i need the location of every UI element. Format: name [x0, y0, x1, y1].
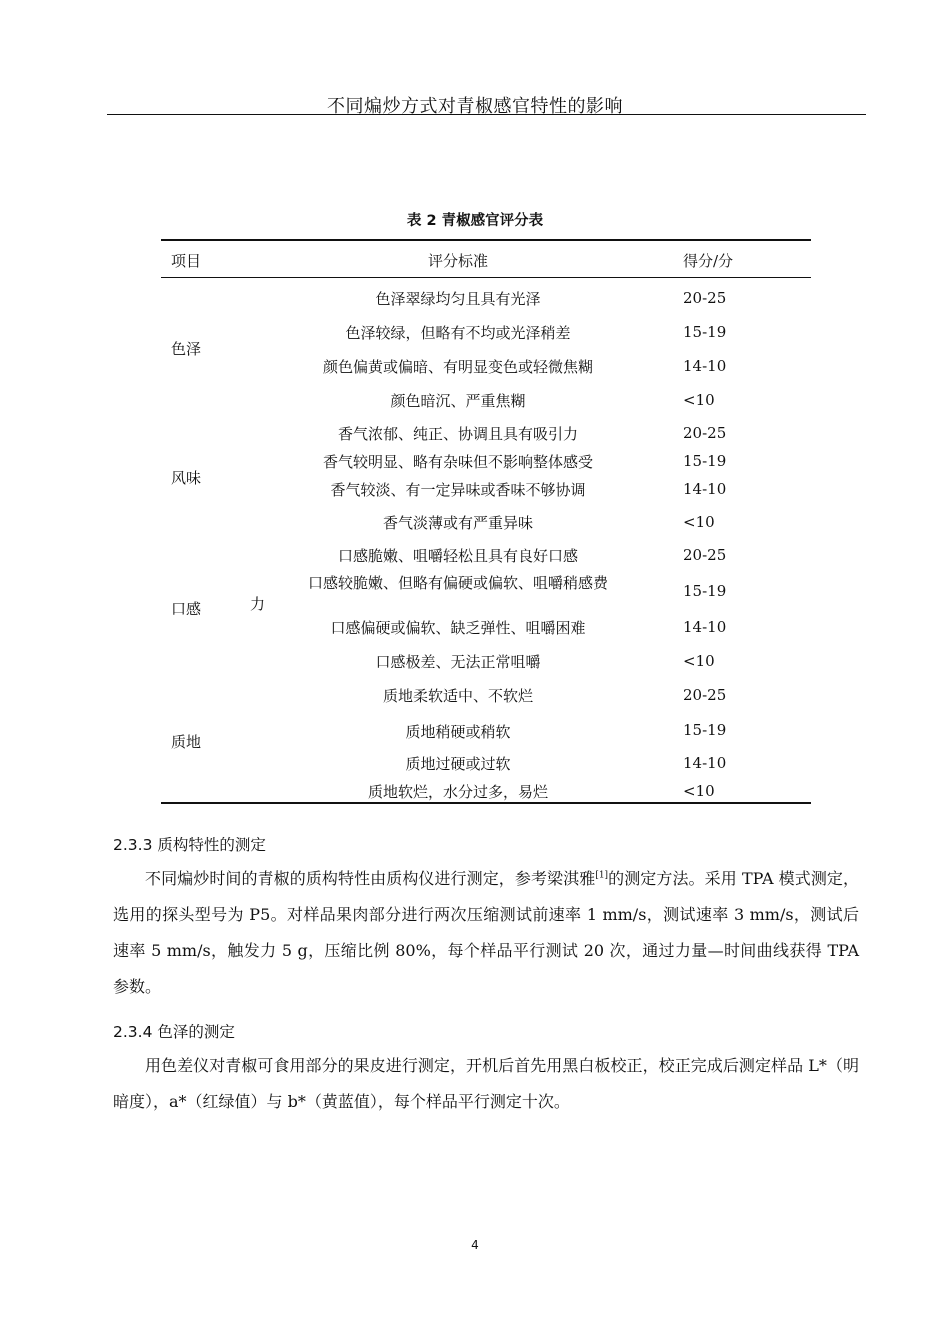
paragraph-text: 的测定方法。采用 TPA 模式测定，选用的探头型号为 P5。对样品果肉部分进行两次压缩测试前速率 1 mm/s，测试速率 3 mm/s，测试后速率 5 mm/s，触发力 5 g，压缩比例 80%，每个样品平行测试 20 次，通过力量—时间曲线获得 TPA 参数。: [113, 869, 859, 996]
table-bottom-rule: [161, 802, 811, 804]
paragraph-text: 不同煸炒时间的青椒的质构特性由质构仪进行测定，参考梁淇雅: [145, 869, 596, 888]
column-header-criterion: 评分标准: [427, 252, 488, 270]
table-cell-score: 14-10: [683, 480, 727, 498]
table-cell-criterion: 香气浓郁、纯正、协调且具有吸引力: [337, 425, 578, 443]
table-caption: 表 2 青椒感官评分表: [406, 213, 544, 229]
table-cell-score: <10: [683, 782, 715, 800]
paragraph: [113, 861, 859, 1005]
table-cell-criterion: 颜色偏黄或偏暗、有明显变色或轻微焦糊: [322, 358, 593, 376]
table-cell-score: <10: [683, 391, 715, 409]
table-cell-criterion: 口感偏硬或偏软、缺乏弹性、咀嚼困难: [330, 619, 586, 637]
table-group-label: 色泽: [171, 340, 202, 358]
table-cell-criterion: 质地柔软适中、不软烂: [382, 687, 533, 705]
table-cell-criterion: 口感脆嫩、咀嚼轻松且具有良好口感: [337, 547, 578, 565]
citation-ref: [1]: [595, 870, 609, 881]
table-cell-criterion: 香气较淡、有一定异味或香味不够协调: [330, 481, 586, 499]
table-cell-criterion: 质地过硬或过软: [405, 755, 511, 773]
table-group-label: 口感: [171, 600, 202, 618]
table-cell-score: 15-19: [683, 582, 727, 600]
table-cell-score: 20-25: [683, 686, 727, 704]
table-cell-score: 20-25: [683, 424, 727, 442]
table-top-rule: [161, 239, 811, 241]
table-cell-criterion: 颜色暗沉、严重焦糊: [390, 392, 526, 410]
table-cell-criterion: 色泽翠绿均匀且具有光泽: [375, 290, 541, 308]
table-cell-criterion: 香气较明显、略有杂味但不影响整体感受: [322, 453, 593, 471]
table-cell-score: 20-25: [683, 546, 727, 564]
paragraph: 用色差仪对青椒可食用部分的果皮进行测定，开机后首先用黑白板校正，校正完成后测定样品 L*（明暗度），a*（红绿值）与 b*（黄蓝值），每个样品平行测定十次。: [113, 1056, 859, 1111]
table-cell-score: 14-10: [683, 754, 727, 772]
table-cell-criterion: 香气淡薄或有严重异味: [382, 514, 533, 532]
table-cell-criterion: 口感较脆嫩、但略有偏硬或偏软、咀嚼稍感费: [307, 574, 608, 592]
table-group-label: 风味: [171, 469, 202, 487]
column-header-score: 得分/分: [683, 252, 734, 270]
table-cell-criterion: 色泽较绿，但略有不均或光泽稍差: [345, 324, 571, 342]
table-cell-score: 14-10: [683, 618, 727, 636]
page-number: 4: [471, 1238, 479, 1252]
table-cell-score: 15-19: [683, 452, 727, 470]
table-cell-score: 15-19: [683, 721, 727, 739]
table-cell-criterion-wrap: 力: [250, 595, 266, 613]
table-cell-criterion: 质地软烂，水分过多，易烂: [367, 783, 548, 801]
table-cell-score: <10: [683, 652, 715, 670]
table-group-label: 质地: [171, 733, 202, 751]
table-cell-score: <10: [683, 513, 715, 531]
column-header-item: 项目: [171, 252, 202, 270]
table-cell-score: 15-19: [683, 323, 727, 341]
header-rule: [107, 114, 866, 115]
table-cell-criterion: 口感极差、无法正常咀嚼: [375, 653, 541, 671]
section-heading: 2.3.4 色泽的测定: [113, 1023, 235, 1041]
running-header: 不同煸炒方式对青椒感官特性的影响: [327, 96, 623, 117]
table-header-rule: [161, 277, 811, 278]
section-heading: 2.3.3 质构特性的测定: [113, 836, 266, 854]
table-cell-score: 20-25: [683, 289, 727, 307]
table-cell-score: 14-10: [683, 357, 727, 375]
table-cell-criterion: 质地稍硬或稍软: [405, 723, 511, 741]
